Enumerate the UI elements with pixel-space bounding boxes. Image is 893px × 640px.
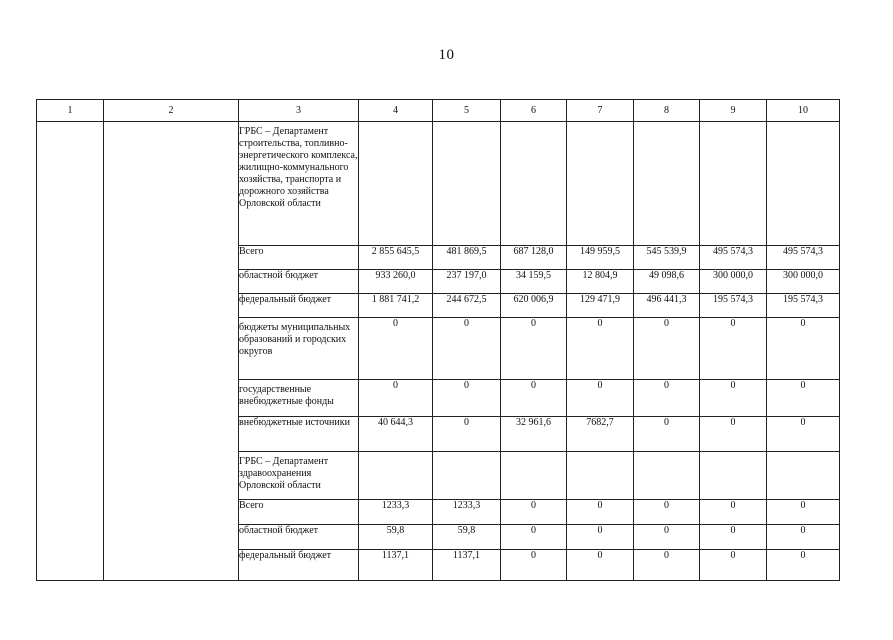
table-cell: 0: [767, 380, 840, 417]
table-cell: 0: [700, 550, 767, 581]
table-header-row: [37, 100, 840, 122]
table-cell: 0: [767, 500, 840, 525]
table-cell: [634, 452, 700, 500]
table-cell-col2: [104, 122, 239, 581]
column-header: 3: [239, 100, 359, 122]
table-cell: 620 006,9: [501, 294, 567, 318]
table-cell-col1: [37, 122, 104, 581]
table-cell: 12 804,9: [567, 270, 634, 294]
table-cell: 0: [567, 500, 634, 525]
column-header: 1: [37, 100, 104, 122]
table-cell: 0: [634, 380, 700, 417]
table-cell-label: федеральный бюджет: [239, 294, 359, 318]
table-cell: 40 644,3: [359, 417, 433, 452]
table-cell: 0: [634, 525, 700, 550]
table-cell: 0: [767, 550, 840, 581]
table-cell: 1233,3: [359, 500, 433, 525]
table-cell: 49 098,6: [634, 270, 700, 294]
table-cell: 300 000,0: [767, 270, 840, 294]
table-cell: 59,8: [433, 525, 501, 550]
table-cell: 0: [501, 550, 567, 581]
column-header: 10: [767, 100, 840, 122]
column-header: 6: [501, 100, 567, 122]
table-cell: [359, 452, 433, 500]
table-cell-label: бюджеты муниципальных образований и городских округов: [239, 318, 359, 380]
table-cell: 687 128,0: [501, 246, 567, 270]
table-cell-label: Всего: [239, 246, 359, 270]
table-cell: 59,8: [359, 525, 433, 550]
column-header: 9: [700, 100, 767, 122]
table-cell: 0: [700, 525, 767, 550]
table-cell: 495 574,3: [767, 246, 840, 270]
table-cell: 2 855 645,5: [359, 246, 433, 270]
table-cell: 195 574,3: [767, 294, 840, 318]
table-cell: 237 197,0: [433, 270, 501, 294]
column-header: 2: [104, 100, 239, 122]
table-cell: 0: [634, 417, 700, 452]
table-cell: 0: [567, 380, 634, 417]
table-cell: 32 961,6: [501, 417, 567, 452]
table-cell: 300 000,0: [700, 270, 767, 294]
table-cell: 481 869,5: [433, 246, 501, 270]
table-cell: [767, 452, 840, 500]
table-cell: 0: [767, 318, 840, 380]
table-row: [37, 122, 840, 246]
table-cell: 1 881 741,2: [359, 294, 433, 318]
table-cell-label: областной бюджет: [239, 525, 359, 550]
table-cell: [634, 122, 700, 246]
table-cell: 0: [767, 417, 840, 452]
table-cell: 0: [700, 417, 767, 452]
table-cell: 0: [700, 318, 767, 380]
budget-table: [36, 99, 840, 581]
table-cell: 34 159,5: [501, 270, 567, 294]
table-cell: [359, 122, 433, 246]
column-header: 4: [359, 100, 433, 122]
table-cell-label: государственные внебюджетные фонды: [239, 380, 359, 417]
table-cell: 129 471,9: [567, 294, 634, 318]
table-cell: 545 539,9: [634, 246, 700, 270]
table-cell: 0: [567, 525, 634, 550]
table-cell: [567, 452, 634, 500]
table-cell: 244 672,5: [433, 294, 501, 318]
table-cell: 933 260,0: [359, 270, 433, 294]
table-cell-label: ГРБС – Департамент строительства, топливно-энергетического комплекса, жилищно-коммунального хозяйства, транспорта и дорожного хозяйства Орловской области: [239, 122, 359, 246]
table-cell: 0: [567, 550, 634, 581]
table-cell: [567, 122, 634, 246]
table-cell: [700, 452, 767, 500]
table-cell: [433, 122, 501, 246]
table-cell: 0: [700, 500, 767, 525]
table-cell: 0: [433, 417, 501, 452]
table-cell: 1233,3: [433, 500, 501, 525]
table-cell: 149 959,5: [567, 246, 634, 270]
table-cell: 0: [767, 525, 840, 550]
table-cell: 195 574,3: [700, 294, 767, 318]
table-cell: 0: [700, 380, 767, 417]
table-cell: 0: [501, 525, 567, 550]
table-cell-label: внебюджетные источники: [239, 417, 359, 452]
table-cell-label: областной бюджет: [239, 270, 359, 294]
table-cell: 7682,7: [567, 417, 634, 452]
table-cell: 0: [634, 500, 700, 525]
table-cell: 0: [567, 318, 634, 380]
table-cell: [433, 452, 501, 500]
table-cell: 0: [501, 380, 567, 417]
table-cell-label: федеральный бюджет: [239, 550, 359, 581]
table-cell: 0: [634, 550, 700, 581]
table-cell: [501, 122, 567, 246]
column-header: 7: [567, 100, 634, 122]
table-cell: 0: [501, 500, 567, 525]
page-number: 10: [438, 47, 455, 63]
table-cell: 0: [359, 380, 433, 417]
table-cell: 0: [634, 318, 700, 380]
column-header: 8: [634, 100, 700, 122]
table-cell: [501, 452, 567, 500]
table-cell-label: ГРБС – Департамент здравоохранения Орловской области: [239, 452, 359, 500]
table-cell: 1137,1: [433, 550, 501, 581]
table-cell: 496 441,3: [634, 294, 700, 318]
table-cell: [700, 122, 767, 246]
table-cell: 0: [359, 318, 433, 380]
table-cell: 0: [501, 318, 567, 380]
table-cell: 0: [433, 318, 501, 380]
table-cell-label: Всего: [239, 500, 359, 525]
table-cell: 0: [433, 380, 501, 417]
column-header: 5: [433, 100, 501, 122]
table-cell: [767, 122, 840, 246]
table-cell: 495 574,3: [700, 246, 767, 270]
table-cell: 1137,1: [359, 550, 433, 581]
